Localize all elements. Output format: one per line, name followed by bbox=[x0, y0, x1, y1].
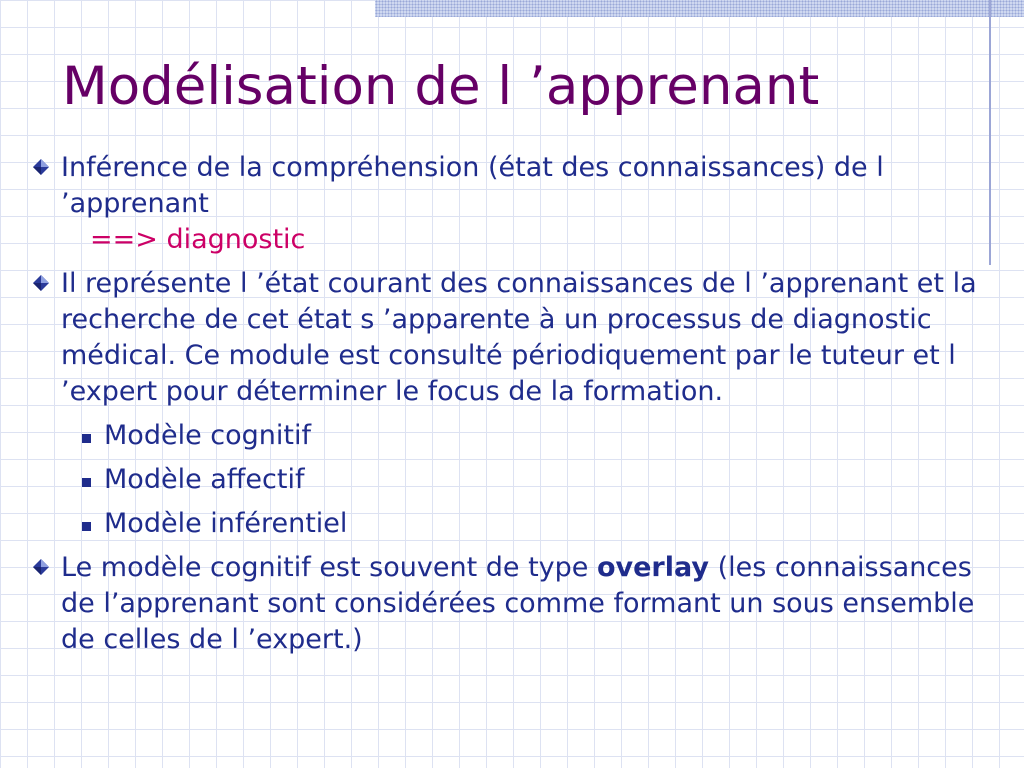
bullet-representation bbox=[30, 266, 1005, 410]
slide-title: Modélisation de l ’apprenant bbox=[62, 56, 820, 117]
diamond-bullet-icon bbox=[32, 158, 50, 176]
diamond-bullet-icon bbox=[32, 558, 50, 576]
diagnostic-arrow-text: ==> diagnostic bbox=[90, 224, 306, 255]
list-item bbox=[30, 462, 1005, 498]
bullet-overlay-text-after: (les connaissances de l’apprenant sont considérées comme formant un sous ensemble de celles de l ’expert.) bbox=[61, 552, 975, 655]
slide-body bbox=[30, 150, 1005, 658]
decorative-top-strip bbox=[375, 0, 1024, 17]
bullet-overlay-text-before: Le modèle cognitif est souvent de type bbox=[61, 552, 597, 583]
diamond-bullet-icon bbox=[32, 274, 50, 292]
list-item bbox=[30, 506, 1005, 542]
bullet-inference-text: Inférence de la compréhension (état des connaissances) de l ’apprenant bbox=[61, 152, 884, 219]
square-bullet-icon bbox=[82, 434, 91, 443]
bullet-representation-text: Il représente l ’état courant des connaissances de l ’apprenant et la recherche de cet état s ’apparente à un processus de diagnostic médical. Ce module est consulté périodiquement par le tuteur et l ’expert pour déterminer le focus de la formation. bbox=[61, 268, 977, 407]
bullet-inference bbox=[30, 150, 1005, 222]
bullet-overlay-bold: overlay bbox=[596, 552, 709, 583]
list-item bbox=[30, 418, 1005, 454]
list-item-label: Modèle inférentiel bbox=[104, 508, 348, 539]
list-item-label: Modèle affectif bbox=[104, 464, 305, 495]
square-bullet-icon bbox=[82, 478, 91, 487]
bullet-overlay bbox=[30, 550, 1005, 658]
square-bullet-icon bbox=[82, 522, 91, 531]
list-item-label: Modèle cognitif bbox=[104, 420, 311, 451]
